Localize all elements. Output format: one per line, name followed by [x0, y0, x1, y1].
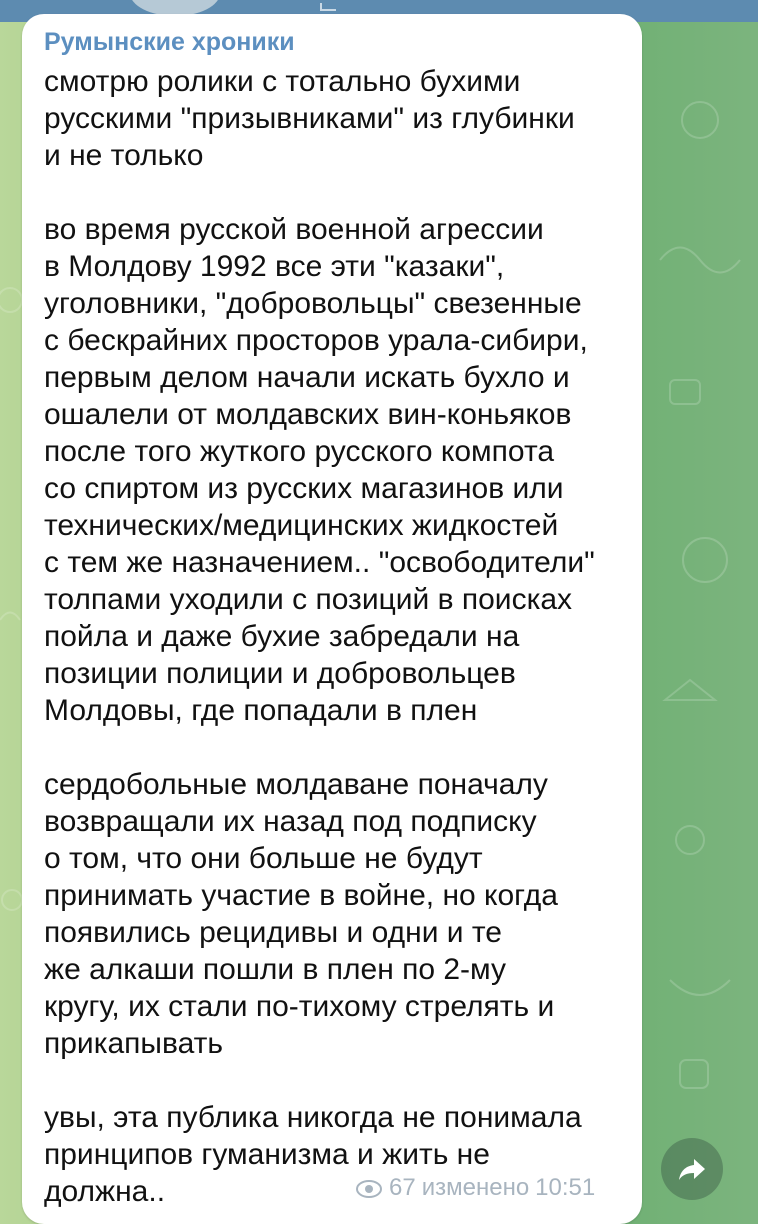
views-count: 67: [389, 1174, 416, 1201]
forward-arrow-icon: [676, 1153, 708, 1185]
channel-name[interactable]: Румынские хроники: [44, 28, 295, 56]
message-bubble[interactable]: [22, 14, 642, 1224]
header-title-fragment: [320, 3, 336, 11]
message-time: 10:51: [535, 1174, 596, 1201]
message-meta: [355, 1162, 595, 1202]
forward-button[interactable]: [661, 1138, 723, 1200]
message-text: смотрю ролики с тотально бухими русскими "призывниками" из глубинки и не только во время русской военной агрессии в Молдову 1992 все эти "казаки", уголовники, "добровольцы" свезенные с бескрайних просторов урала-сибири, первым делом начали искать бухло и ошалели от молдавских вин-коньяков после того жуткого русского компота со спиртом из русских магазинов или технических/медицинских жидкостей с тем же назначением.. "освободители" толпами уходили с позиций в поисках пойла и даже бухие забредали на позиции полиции и добровольцев Молдовы, где попадали в плен сердобольные молдаване поначалу возвращали их назад под подписку о том, что они больше не будут принимать участие в войне, но когда появились рецидивы и одни и те же алкаши пошли в плен по 2-му кругу, их стали по-тихому стрелять и прикапывать увы, эта публика никогда не понимала принципов гуманизма и жить не должна..: [44, 65, 595, 1208]
eye-icon: [355, 1176, 383, 1202]
edited-label: изменено: [421, 1174, 530, 1201]
